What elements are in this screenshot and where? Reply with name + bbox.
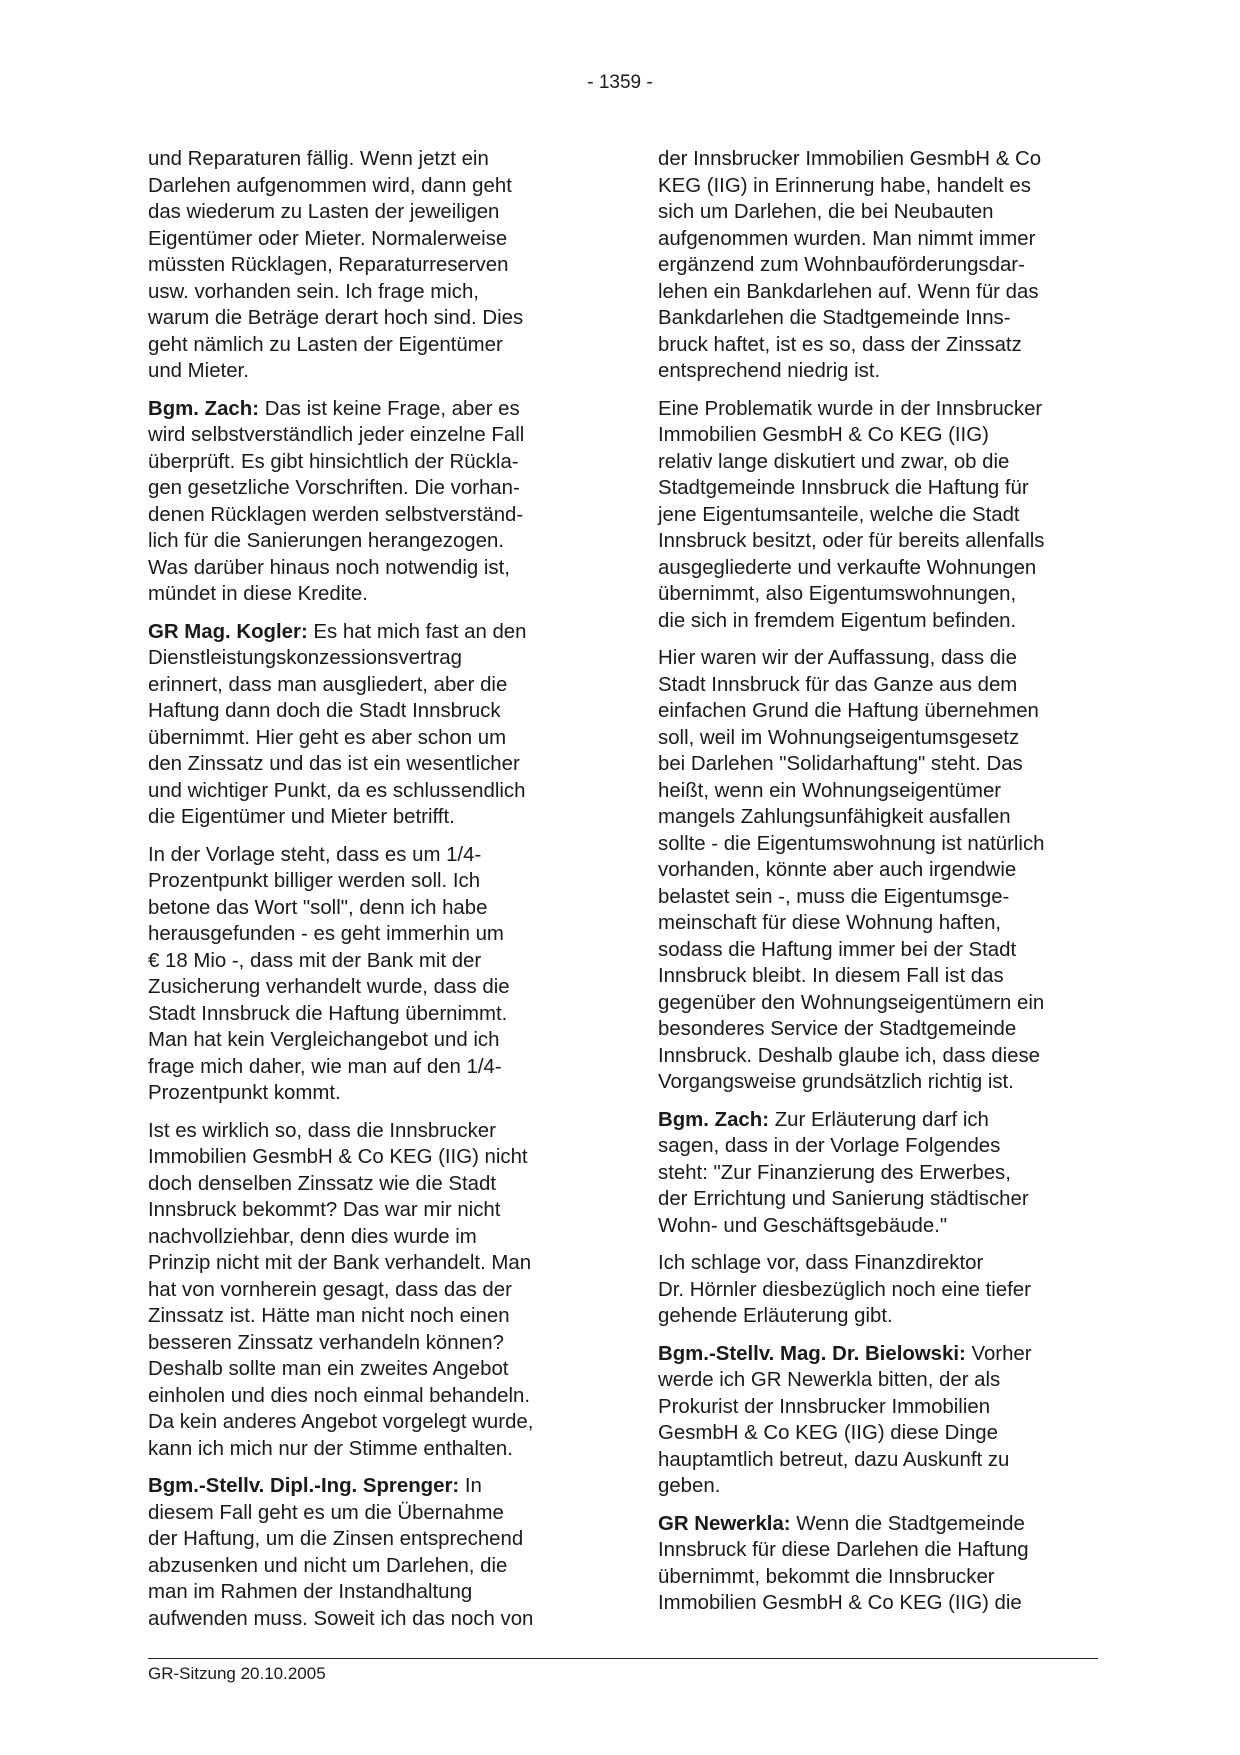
text-line xyxy=(148,1473,590,1500)
text-line: Prozentpunkt billiger werden soll. Ich xyxy=(148,870,481,892)
text-line: Zusicherung verhandelt wurde, dass die xyxy=(148,976,510,998)
text-line: Wohn- und Geschäftsgebäude." xyxy=(658,1214,948,1237)
text-line: sagen, dass in der Vorlage Folgendes xyxy=(658,1135,1001,1157)
text-line: Dr. Hörnler diesbezüglich noch eine tiefer xyxy=(658,1278,1031,1301)
text-line: relativ lange diskutiert und zwar, ob die xyxy=(658,450,1010,473)
text-line: und wichtiger Punkt, da es schlussendlich xyxy=(148,779,526,802)
text-line: Hier waren wir der Auffassung, dass die xyxy=(658,647,1017,669)
text-line: müssten Rücklagen, Reparaturreserven xyxy=(148,254,509,276)
text-line: bei Darlehen "Solidarhaftung" steht. Das xyxy=(658,753,1023,775)
text-line: und Mieter. xyxy=(148,360,249,382)
text-line: Prinzip nicht mit der Bank verhandelt. Man xyxy=(148,1252,532,1274)
text-line: den Zinssatz und das ist ein wesentlicher xyxy=(148,753,520,775)
page-number: - 1359 - xyxy=(587,72,653,93)
text-line: meinschaft für diese Wohnung haften, xyxy=(658,912,1002,934)
text-line: hat von vornherein gesagt, dass das der xyxy=(148,1278,512,1301)
text-line: belastet sein -, muss die Eigentumsge- xyxy=(658,885,1010,908)
text-line: steht: "Zur Finanzierung des Erwerbes, xyxy=(658,1161,1011,1184)
text-line: Bankdarlehen die Stadtgemeinde Inns- xyxy=(658,307,1011,329)
text-line: denen Rücklagen werden selbstverständ- xyxy=(148,503,524,526)
text-line: gen gesetzliche Vorschriften. Die vorhan- xyxy=(148,477,520,499)
text-line: mangels Zahlungsunfähigkeit ausfallen xyxy=(658,806,1011,828)
footer-session-date: GR-Sitzung 20.10.2005 xyxy=(148,1664,326,1683)
text-column-right xyxy=(658,146,1108,1628)
speech-paragraph xyxy=(148,619,590,831)
text-line xyxy=(148,619,590,646)
text-line: entsprechend niedrig ist. xyxy=(658,360,881,382)
text-line: Stadtgemeinde Innsbruck die Haftung für xyxy=(658,477,1029,499)
text-line: usw. vorhanden sein. Ich frage mich, xyxy=(148,280,479,303)
text-line: Ich schlage vor, dass Finanzdirektor xyxy=(658,1252,984,1274)
text-line: In der Vorlage steht, dass es um 1/4- xyxy=(148,843,482,866)
text-line: einholen und dies noch einmal behandeln. xyxy=(148,1384,531,1407)
text-line: mündet in diese Kredite. xyxy=(148,583,368,605)
text-line: wird selbstverständlich jeder einzelne Fall xyxy=(148,424,525,446)
text-line xyxy=(148,396,590,423)
text-line: der Errichtung und Sanierung städtischer xyxy=(658,1188,1029,1210)
text-line: Eigentümer oder Mieter. Normalerweise xyxy=(148,227,508,250)
speaker-name: Bgm. Zach: xyxy=(148,397,260,420)
text-line: kann ich mich nur der Stimme enthalten. xyxy=(148,1437,513,1460)
text-paragraph xyxy=(658,645,1108,1096)
text-line: Innsbruck für diese Darlehen die Haftung xyxy=(658,1539,1029,1561)
text-line: € 18 Mio -, dass mit der Bank mit der xyxy=(148,949,482,972)
text-line-content: In xyxy=(459,1475,482,1497)
text-line: nachvollziehbar, denn dies wurde im xyxy=(148,1225,477,1248)
text-line: geht nämlich zu Lasten der Eigentümer xyxy=(148,333,503,356)
text-line: betone das Wort "soll", denn ich habe xyxy=(148,896,488,919)
text-line: überprüft. Es gibt hinsichtlich der Rückla- xyxy=(148,450,519,473)
text-line: einfachen Grund die Haftung übernehmen xyxy=(658,700,1039,722)
text-line: Innsbruck. Deshalb glaube ich, dass diese xyxy=(658,1044,1040,1067)
text-line: doch denselben Zinssatz wie die Stadt xyxy=(148,1172,496,1195)
text-line: warum die Beträge derart hoch sind. Dies xyxy=(148,307,524,329)
text-line xyxy=(658,1511,1108,1538)
text-line: Ist es wirklich so, dass die Innsbrucker xyxy=(148,1119,496,1142)
text-line: lich für die Sanierungen herangezogen. xyxy=(148,530,504,552)
text-line: Da kein anderes Angebot vorgelegt wurde, xyxy=(148,1411,534,1433)
text-line: erinnert, dass man ausgliedert, aber die xyxy=(148,673,508,696)
text-line: übernimmt. Hier geht es aber schon um xyxy=(148,726,507,749)
text-line: GesmbH & Co KEG (IIG) diese Dinge xyxy=(658,1422,998,1444)
text-line: soll, weil im Wohnungseigentumsgesetz xyxy=(658,726,1020,749)
text-line: sollte - die Eigentumswohnung ist natürlich xyxy=(658,832,1045,855)
text-line: herausgefunden - es geht immerhin um xyxy=(148,923,504,945)
text-line: werde ich GR Newerkla bitten, der als xyxy=(658,1369,1001,1391)
text-line: die sich in fremdem Eigentum befinden. xyxy=(658,609,1017,632)
text-line: Prozentpunkt kommt. xyxy=(148,1082,341,1104)
text-line: Immobilien GesmbH & Co KEG (IIG) die xyxy=(658,1592,1022,1614)
text-line: Prokurist der Innsbrucker Immobilien xyxy=(658,1395,991,1418)
text-line-content: Zur Erläuterung darf ich xyxy=(769,1108,989,1131)
text-line: diesem Fall geht es um die Übernahme xyxy=(148,1501,504,1524)
text-line: KEG (IIG) in Erinnerung habe, handelt es xyxy=(658,174,1031,197)
text-paragraph xyxy=(148,1118,590,1463)
text-paragraph xyxy=(658,146,1108,385)
text-line: Was darüber hinaus noch notwendig ist, xyxy=(148,556,510,579)
text-line: Zinssatz ist. Hätte man nicht noch einen xyxy=(148,1305,510,1327)
speaker-name: Bgm.-Stellv. Dipl.-Ing. Sprenger: xyxy=(148,1475,460,1497)
text-line: das wiederum zu Lasten der jeweiligen xyxy=(148,201,500,223)
speech-paragraph xyxy=(148,396,590,608)
text-line: Deshalb sollte man ein zweites Angebot xyxy=(148,1358,509,1380)
text-line: besonderes Service der Stadtgemeinde xyxy=(658,1018,1017,1040)
text-line: jene Eigentumsanteile, welche die Stadt xyxy=(658,503,1020,526)
text-line xyxy=(658,1341,1108,1368)
speech-paragraph xyxy=(658,1341,1108,1500)
text-line: vorhanden, könnte aber auch irgendwie xyxy=(658,859,1017,881)
text-line: Innsbruck bleibt. In diesem Fall ist das xyxy=(658,965,1004,987)
text-line: sodass die Haftung immer bei der Stadt xyxy=(658,938,1017,961)
text-line: gehende Erläuterung gibt. xyxy=(658,1305,893,1327)
text-line: heißt, wenn ein Wohnungseigentümer xyxy=(658,779,1002,802)
text-line: Innsbruck besitzt, oder für bereits allenfalls xyxy=(658,530,1045,552)
text-line: besseren Zinssatz verhandeln können? xyxy=(148,1331,504,1354)
text-line: Eine Problematik wurde in der Innsbrucker xyxy=(658,397,1043,420)
text-paragraph xyxy=(658,396,1108,635)
text-line: aufwenden muss. Soweit ich das noch von xyxy=(148,1607,534,1630)
text-line: Dienstleistungskonzessionsvertrag xyxy=(148,647,462,669)
text-line: Darlehen aufgenommen wird, dann geht xyxy=(148,174,512,197)
text-line-content: Wenn die Stadtgemeinde xyxy=(790,1512,1025,1535)
text-line: gegenüber den Wohnungseigentümern ein xyxy=(658,991,1045,1014)
text-line: die Eigentümer und Mieter betrifft. xyxy=(148,806,455,828)
text-line-content: Das ist keine Frage, aber es xyxy=(259,397,520,420)
text-line xyxy=(658,1107,1108,1134)
speaker-name: GR Mag. Kogler: xyxy=(148,620,308,643)
speech-paragraph xyxy=(148,1473,590,1632)
text-column-left xyxy=(148,146,590,1643)
text-line: Innsbruck bekommt? Das war mir nicht xyxy=(148,1199,501,1221)
speech-paragraph xyxy=(658,1107,1108,1240)
text-line: aufgenommen wurden. Man nimmt immer xyxy=(658,227,1036,250)
speech-paragraph xyxy=(658,1511,1108,1617)
text-line: abzusenken und nicht um Darlehen, die xyxy=(148,1554,508,1577)
speaker-name: Bgm.-Stellv. Mag. Dr. Bielowski: xyxy=(658,1342,966,1365)
text-paragraph xyxy=(148,842,590,1107)
text-paragraph xyxy=(658,1250,1108,1330)
text-line-content: Vorher xyxy=(965,1342,1032,1365)
text-line: hauptamtlich betreut, dazu Auskunft zu xyxy=(658,1448,1010,1471)
text-line: Vorgangsweise grundsätzlich richtig ist. xyxy=(658,1071,1014,1093)
text-line: Man hat kein Vergleichangebot und ich xyxy=(148,1029,500,1051)
text-line: geben. xyxy=(658,1475,721,1497)
footer-divider xyxy=(148,1658,1098,1659)
text-line: Stadt Innsbruck die Haftung übernimmt. xyxy=(148,1002,508,1025)
text-line: man im Rahmen der Instandhaltung xyxy=(148,1581,473,1603)
speaker-name: Bgm. Zach: xyxy=(658,1108,770,1131)
text-line: ergänzend zum Wohnbauförderungsdar- xyxy=(658,254,1025,276)
text-line: übernimmt, also Eigentumswohnungen, xyxy=(658,583,1017,605)
text-line: Haftung dann doch die Stadt Innsbruck xyxy=(148,700,501,722)
text-line: ausgegliederte und verkaufte Wohnungen xyxy=(658,556,1037,579)
speaker-name: GR Newerkla: xyxy=(658,1512,791,1535)
text-line: übernimmt, bekommt die Innsbrucker xyxy=(658,1565,995,1588)
text-line: der Haftung, um die Zinsen entsprechend xyxy=(148,1528,524,1550)
text-line-content: Es hat mich fast an den xyxy=(307,620,527,643)
text-line: Stadt Innsbruck für das Ganze aus dem xyxy=(658,673,1018,696)
text-line: und Reparaturen fällig. Wenn jetzt ein xyxy=(148,148,489,170)
text-line: Immobilien GesmbH & Co KEG (IIG) xyxy=(658,424,989,446)
text-line: bruck haftet, ist es so, dass der Zinssatz xyxy=(658,333,1022,356)
text-line: sich um Darlehen, die bei Neubauten xyxy=(658,201,994,223)
text-line: der Innsbrucker Immobilien GesmbH & Co xyxy=(658,148,1042,170)
text-line: Immobilien GesmbH & Co KEG (IIG) nicht xyxy=(148,1146,528,1168)
text-line: lehen ein Bankdarlehen auf. Wenn für das xyxy=(658,280,1039,303)
text-paragraph xyxy=(148,146,590,385)
text-line: frage mich daher, wie man auf den 1/4- xyxy=(148,1055,502,1078)
